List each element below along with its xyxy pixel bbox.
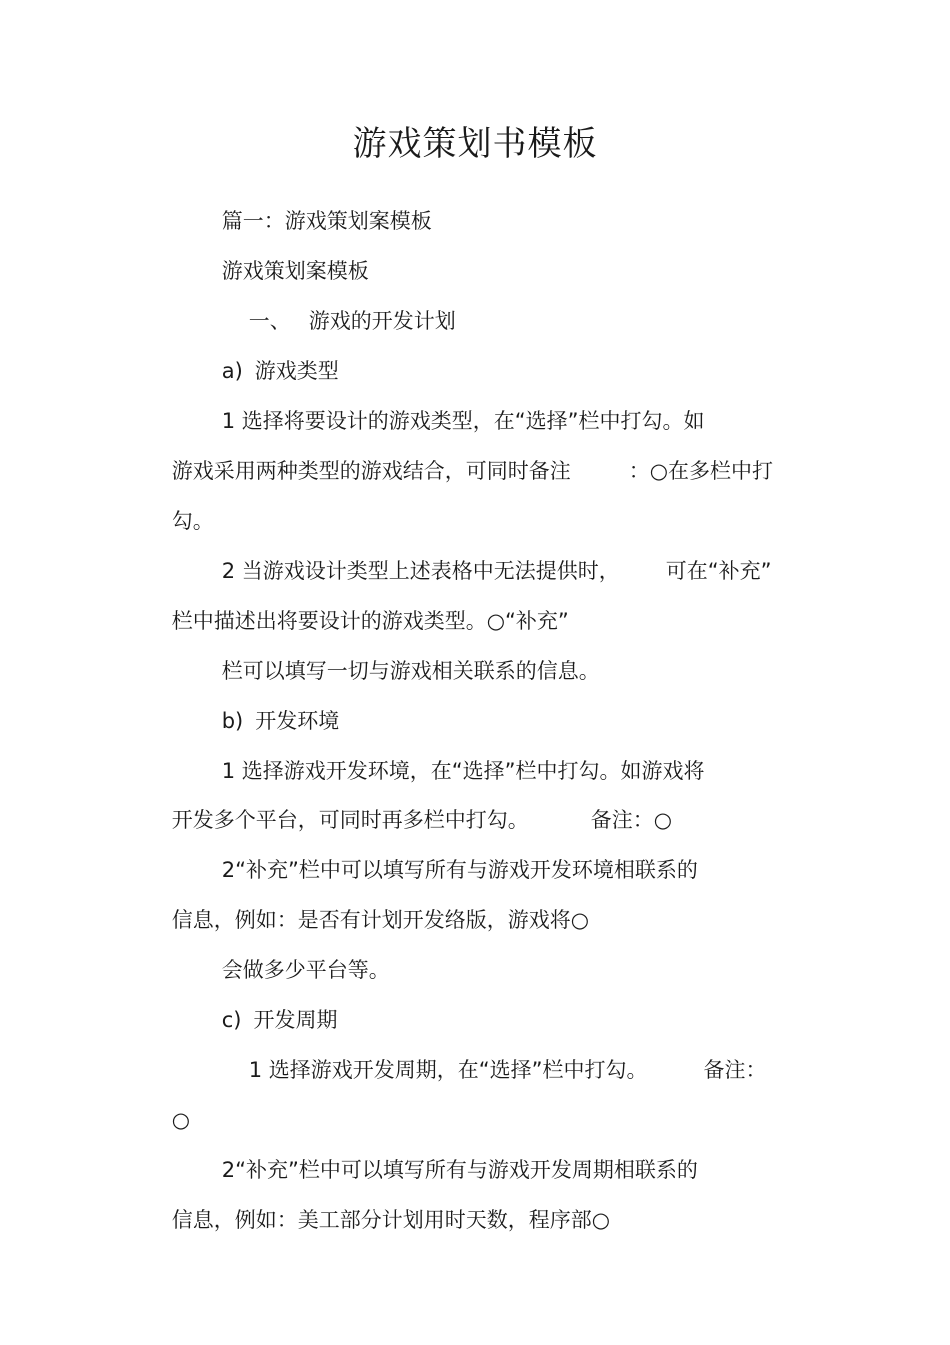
- paragraph-line: [145, 426, 773, 516]
- subsection-marker: a): [221, 359, 243, 383]
- text-span: 1 选择游戏开发周期，在“选择”栏中打勾。: [248, 1058, 648, 1082]
- text-span: ：○在多栏中打: [628, 459, 774, 483]
- document-title: 游戏策划书模板: [352, 124, 598, 164]
- section-number: 一、: [248, 309, 291, 333]
- text-span: 栏中描述出将要设计的游戏类型。○“补充”: [171, 609, 569, 633]
- subsection-title: 游戏类型: [254, 359, 339, 383]
- paragraph-line: [222, 1025, 767, 1115]
- text-span: 备注：○: [590, 808, 673, 832]
- text-span: 游戏策划案模板: [221, 259, 369, 283]
- text-span: 栏可以填写一切与游戏相关联系的信息。: [221, 659, 600, 683]
- subsection-marker: b): [221, 709, 244, 733]
- text-span: 勾。: [171, 509, 214, 533]
- paragraph-line: [145, 1075, 190, 1165]
- text-span: 1 选择将要设计的游戏类型，在“选择”栏中打勾。如: [221, 409, 705, 433]
- text-span: 信息，例如：是否有计划开发络版，游戏将○: [171, 908, 590, 932]
- text-span: 篇一：游戏策划案模板: [221, 209, 432, 233]
- text-span: 2“补充”栏中可以填写所有与游戏开发环境相联系的: [221, 858, 698, 882]
- text-span: 会做多少平台等。: [221, 958, 390, 982]
- text-span: 2 当游戏设计类型上述表格中无法提供时，: [221, 559, 620, 583]
- section-title: 游戏的开发计划: [308, 309, 456, 333]
- text-span: 备注：: [703, 1058, 767, 1082]
- text-span: 2“补充”栏中可以填写所有与游戏开发周期相联系的: [221, 1158, 698, 1182]
- text-span: ○: [171, 1108, 191, 1132]
- text-span: 信息，例如：美工部分计划用时天数，程序部○: [171, 1208, 611, 1232]
- text-span: 游戏采用两种类型的游戏结合，可同时备注: [171, 459, 571, 483]
- subsection-title: 开发周期: [253, 1008, 338, 1032]
- text-span: 1 选择游戏开发环境，在“选择”栏中打勾。如游戏将: [221, 759, 705, 783]
- subsection-marker: c): [221, 1008, 242, 1032]
- subsection-title: 开发环境: [255, 709, 340, 733]
- paragraph-line: [145, 1175, 610, 1265]
- text-span: 可在“补充”: [665, 559, 772, 583]
- text-span: 开发多个平台，可同时再多栏中打勾。: [171, 808, 529, 832]
